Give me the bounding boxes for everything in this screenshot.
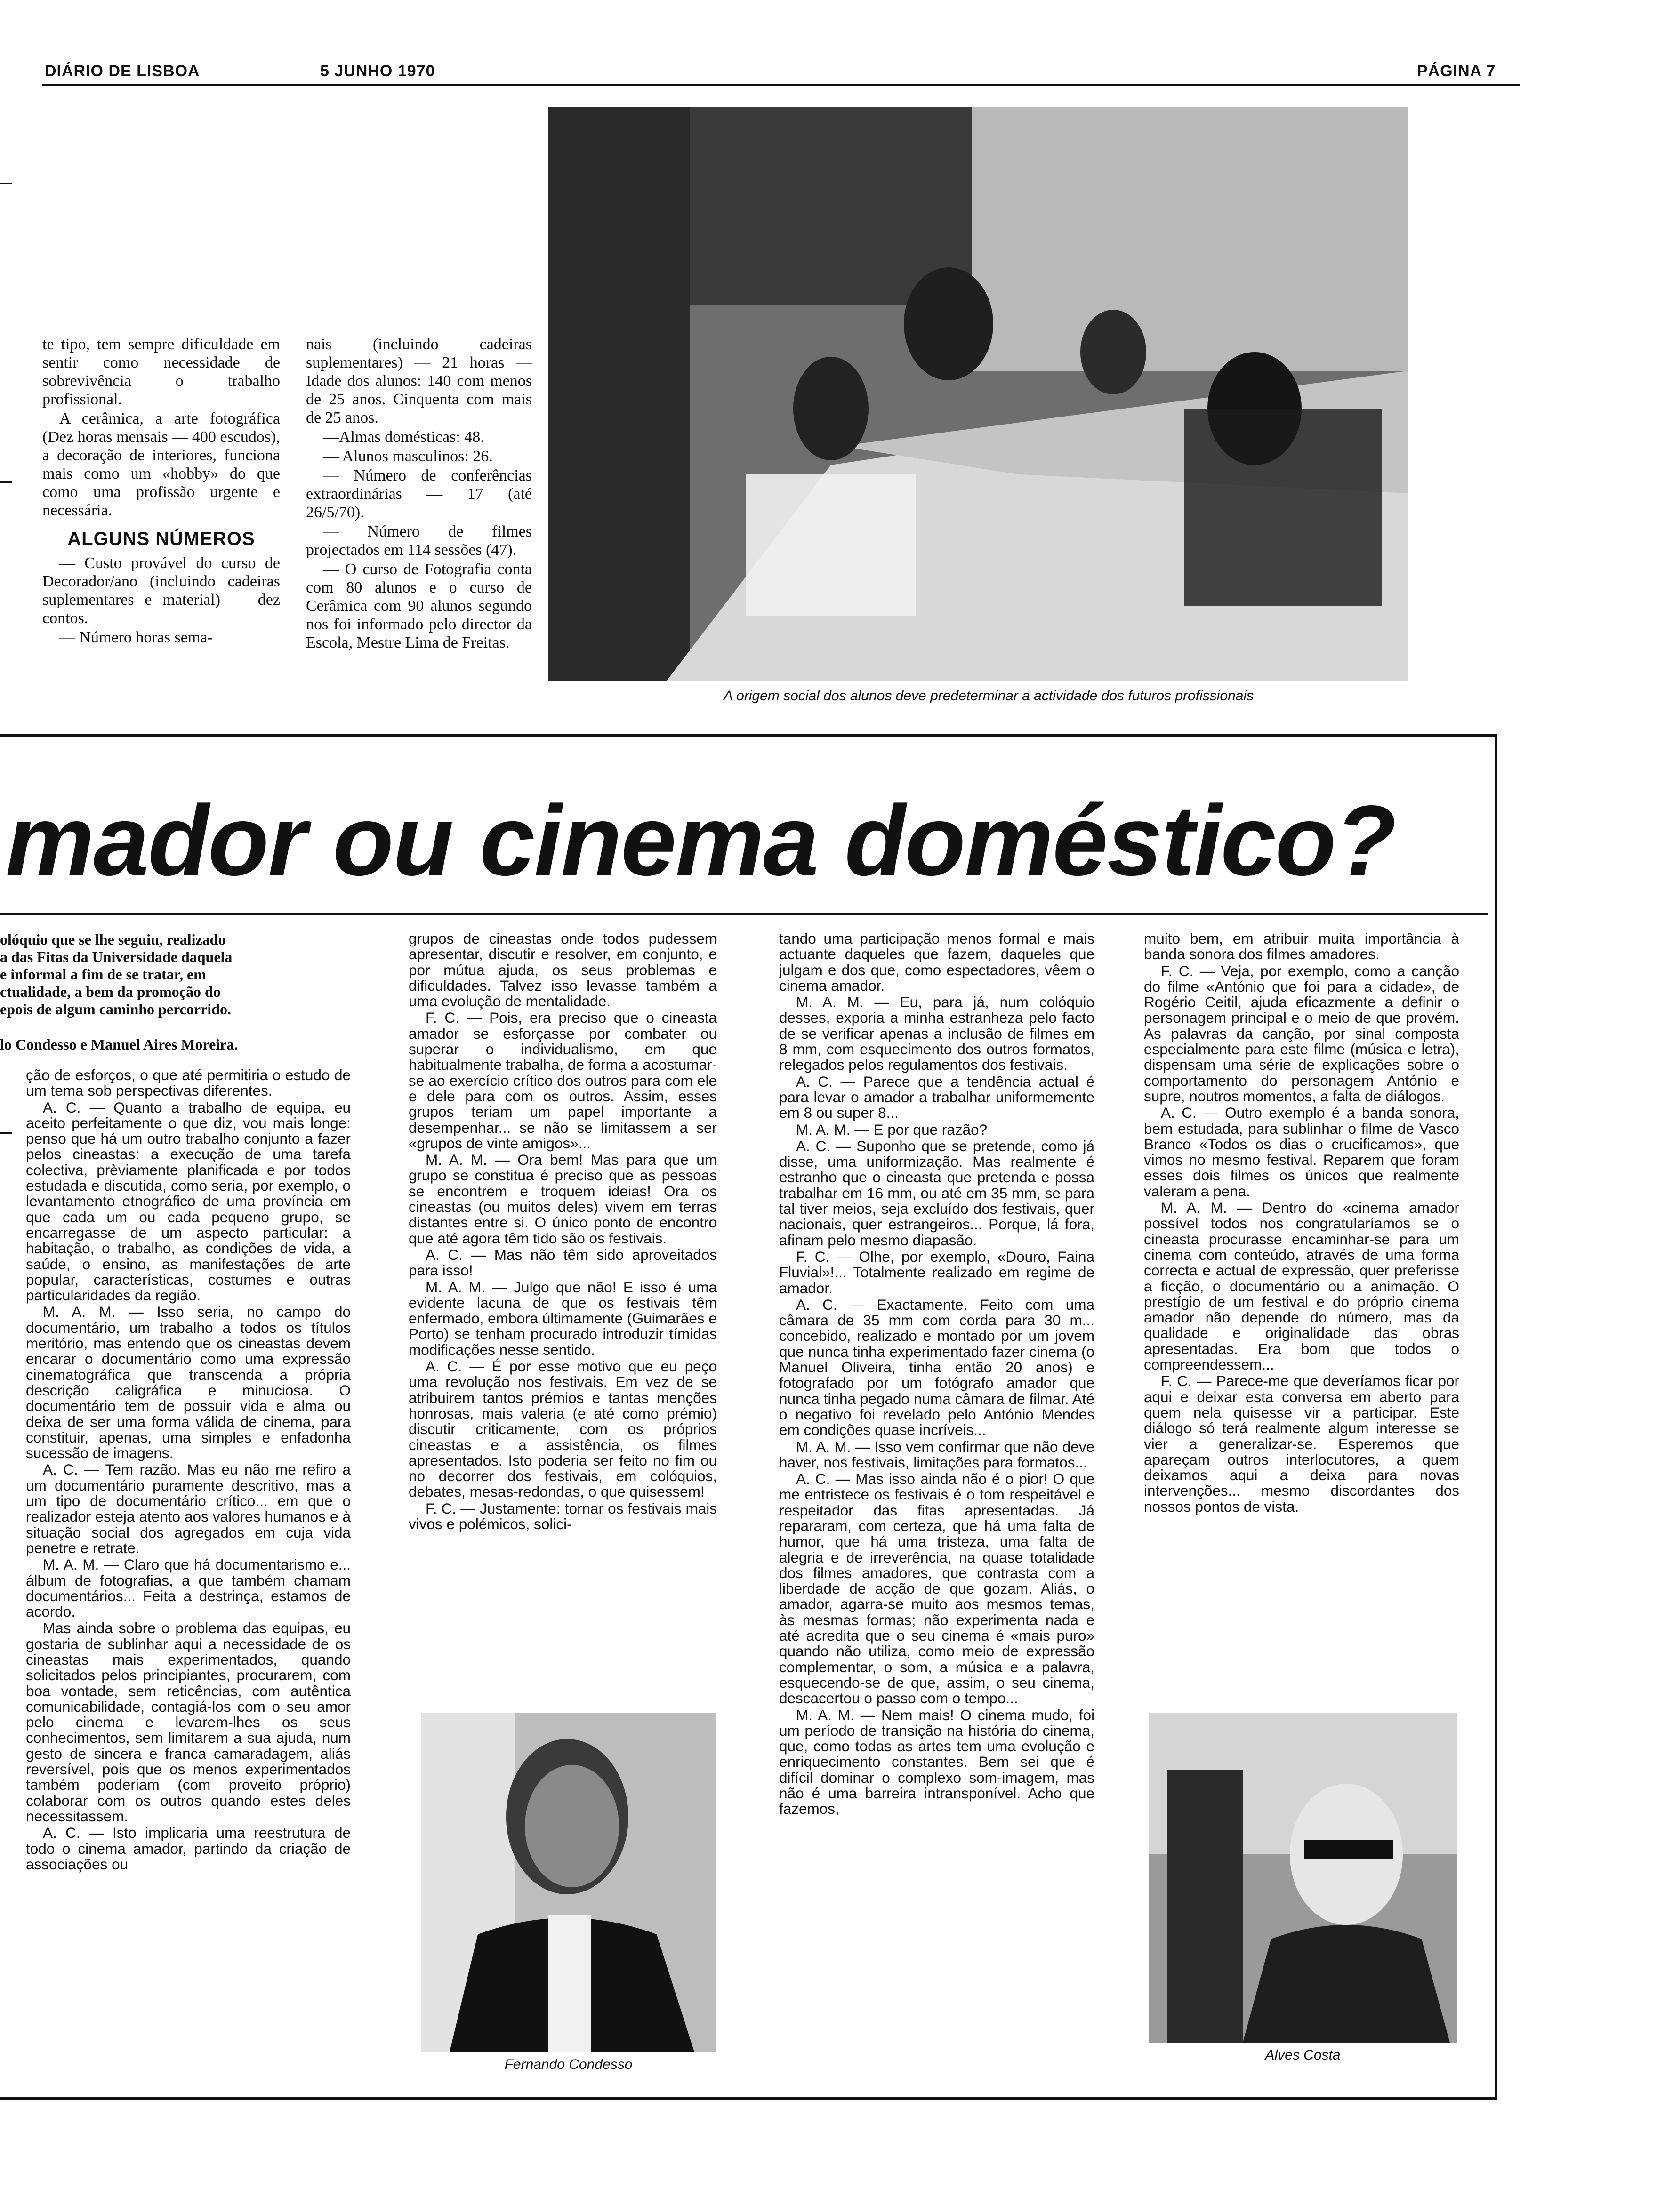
box-right-rule	[1495, 734, 1497, 2099]
intro-line: e informal a fim de se tratar, em	[0, 966, 206, 983]
paragraph: grupos de cineastas onde todos pudessem apresentar, discutir e resolver, em conjunto, e por mútua ajuda, os seus problemas e dificuldades. Talvez isso levasse também a uma evolução de mentalidade.	[409, 930, 717, 1010]
portrait-fernando-condesso	[421, 1713, 716, 2052]
intro-line: a das Fitas da Universidade daquela	[0, 948, 233, 965]
box-bottom-rule	[0, 2097, 1497, 2100]
paragraph: F. C. — Veja, por exemplo, como a canção do filme «António que foi para a cidade», de Rogério Ceitil, ajuda eficazmente a definir o personagem principal e o meio de que provém. As palavras da canção, por sinal composta especialmente para este filme (música e letra), dispensam uma série de explicações sobre o comportamento do personagem António e supre, noutros momentos, a falta de diálogos.	[1144, 962, 1459, 1105]
photo-caption: A origem social dos alunos deve predeterminar a actividade dos futuros profissionais	[723, 688, 1254, 704]
article-column-2	[409, 931, 717, 1533]
paragraph: —Almas domésticas: 48.	[323, 428, 484, 446]
paragraph: A. C. — Mas isso ainda não é o pior! O que me entristece os festivais é o tom respeitável e respeitador das fitas apresentadas. Já repararam, com certeza, que há uma falta de humor, que há uma tristeza, uma falta de alegria e de irreverência, na quase totalidade dos filmes amadores, que contrasta com a liberdade de acção de que gozam. Aliás, o amador, agarra-se muito aos mesmos temas, às mesmas formas; não experimenta nada e até acredita que o seu cinema é «mais puro» quando não utiliza, como meio de expressão complementar, o som, a música e a palavra, esquecendo-se de que, assim, o seu cinema, descacertou o passo com o tempo...	[779, 1470, 1094, 1707]
paragraph: A. C. — É por esse motivo que eu peço uma revolução nos festivais. Em vez de se atribuirem tantos prémios e tantas menções honrosas, mais valeria (e até como prémio) discutir criticamente, com os próprios cineastas e a assistência, os filmes apresentados. Isto poderia ser feito no fim ou no decorrer dos festivais, em colóquios, debates, mesas-redondas, o que quisessem!	[409, 1358, 717, 1500]
paragraph: — Número horas sema-	[59, 629, 213, 646]
paragraph: Mas ainda sobre o problema das equipas, eu gostaria de sublinhar aqui a necessidade de os cineastas mais experimentados, quando solicitados pelos principiantes, procurarem, com boa vontade, sem reticências, com autêntica comunicabilidade, contagiá-los com o seu amor pelo cinema e levarem-lhes os seus conhecimentos, sem limitarem a sua ajuda, num gesto de sincera e franca camaradagem, aliás reversível, pois que os menos experimentados também poderiam (com proveito próprio) colaborar com os outros quando estes deles necessitassem.	[26, 1619, 351, 1825]
paragraph: M. A. M. — Eu, para já, num colóquio desses, exporia a minha estranheza pelo facto de se verificar apenas a inclusão de filmes em 8 mm, com esquecimento dos outros formatos, relegados pelos regulamentos dos festivais.	[779, 994, 1094, 1074]
paragraph: — Custo provável do curso de Decorador/ano (incluindo cadeiras suplementares e material) — dez contos.	[42, 554, 280, 627]
paragraph: A. C. — Quanto a trabalho de equipa, eu aceito perfeitamente o que diz, vou mais longe: penso que há um outro trabalho conjunto a fazer pelos cineastas: a execução de uma tarefa colectiva, prèviamente planificada e por todos estudada e discutida, como seria, por exemplo, o levantamento etnográfico de uma província em que cada um ou cada pequeno grupo, se encarregasse de um aspecto particular: a habitação, o trabalho, as condições de vida, a saúde, o ensino, as manifestações de arte popular, características, costumes e outras particularidades da região.	[26, 1098, 351, 1304]
article-column-3	[779, 931, 1094, 1818]
paragraph: A. C. — Suponho que se pretende, como já disse, uma uniformização. Mas realmente é estranho que o cineasta que pretenda e possa trabalhar em 16 mm, ou até em 35 mm, se para tal tiver meios, seja excluído dos festivais, quer nacionais, quer estrangeiros... Porque, lá fora, afinam pelo mesmo diapasão.	[779, 1137, 1094, 1249]
margin-mark	[0, 1132, 12, 1134]
paragraph: te tipo, tem sempre dificuldade em sentir como necessidade de sobrevivência o trabalho profissional.	[42, 336, 280, 408]
paragraph: F. C. — Justamente: tornar os festivais mais vivos e polémicos, solici-	[409, 1499, 717, 1532]
paragraph: A. C. — Mas não têm sido aproveitados para isso!	[409, 1246, 717, 1279]
paragraph: — Alunos masculinos: 26.	[323, 448, 493, 465]
paragraph: A. C. — Outro exemplo é a banda sonora, bem estudada, para sublinhar o filme de Vasco Branco «Todos os dias o crucificamos», que vimos no mesmo festival. Reparem que foram esses dois filmes os únicos que realmente valeram a pena.	[1144, 1104, 1459, 1200]
page-number: PÁGINA 7	[1417, 62, 1496, 80]
paragraph: A. C. — Parece que a tendência actual é para levar o amador a trabalhar uniformemente em 8 ou super 8...	[779, 1073, 1094, 1122]
paragraph: — Número de filmes projectados em 114 sessões (47).	[306, 523, 532, 559]
paragraph: M. A. M. — Ora bem! Mas para que um grupo se constitua é preciso que as pessoas se encontrem e troquem ideias! Ora os cineastas (ou muitos deles) vivem em terras distantes entre si. O único ponto de encontro que até agora têm tido são os festivais.	[409, 1151, 717, 1247]
portrait-caption: Alves Costa	[1265, 2047, 1341, 2063]
intro-line: ctualidade, a bem da promoção do	[0, 983, 221, 1000]
paragraph: — Número de conferências extraordinárias — 17 (até 26/5/70).	[306, 467, 532, 521]
margin-mark	[0, 481, 12, 483]
box-top-rule	[0, 734, 1497, 737]
paragraph: nais (incluindo cadeiras suplementares) — 21 horas — Idade dos alunos: 140 com menos de 25 anos. Cinquenta com mais de 25 anos.	[306, 336, 532, 426]
paragraph: M. A. M. — Dentro do «cinema amador possível todos nos congratularíamos se o cineasta procurasse encaminhar-se para um cinema com conteúdo, através de uma forma correcta e actual de expressão, quer preferisse a ficção, o documentário ou a animação. O prestígio de um festival e do próprio cinema amador não depende do número, mas da qualidade e originalidade das obras apresentadas. Era bom que todos o compreendessem...	[1144, 1199, 1459, 1373]
classroom-photo	[548, 107, 1408, 681]
paragraph: F. C. — Parece-me que deveríamos ficar por aqui e deixar esta conversa em aberto para quem nela quisesse vir a participar. Este diálogo só terá realmente algum interesse se vier a generalizar-se. Esperemos que apareçam outros interlocutores, a quem deixamos aqui a deixa para novas intervenções... mesmo discordantes dos nossos pontos de vista.	[1144, 1372, 1459, 1515]
paragraph: ção de esforços, o que até permitiria o estudo de um tema sob perspectivas diferentes.	[26, 1066, 351, 1099]
newspaper-name: DIÁRIO DE LISBOA	[45, 62, 200, 80]
article-intro	[0, 931, 330, 1053]
intro-line: epois de algum caminho percorrido.	[0, 1001, 231, 1018]
headline: mador ou cinema doméstico?	[6, 785, 1395, 896]
paragraph: M. A. M. — Julgo que não! E isso é uma evidente lacuna de que os festivais têm enfermado, embora últimamente (Guimarães e Porto) se tenham procurado introduzir tímidas modificações nesse sentido.	[409, 1278, 717, 1358]
paragraph: A cerâmica, a arte fotográfica (Dez horas mensais — 400 escudos), a decoração de interiores, funciona mais como um «hobby» do que como uma profissão urgente e necessária.	[42, 410, 280, 519]
subheading: ALGUNS NÚMEROS	[67, 529, 255, 549]
byline: lo Condesso e Manuel Aires Moreira.	[0, 1036, 238, 1053]
margin-mark	[0, 183, 12, 184]
top-left-column	[42, 335, 280, 648]
paragraph: tando uma participação menos formal e mais actuante daqueles que fazem, daqueles que julgam e dos que, como espectadores, vêem o cinema amador.	[779, 930, 1094, 994]
portrait-caption: Fernando Condesso	[504, 2057, 633, 2072]
paragraph: M. A. M. — E por que razão?	[796, 1121, 988, 1138]
intro-line: olóquio que se lhe seguiu, realizado	[0, 931, 226, 948]
paragraph: M. A. M. — Isso seria, no campo do documentário, um trabalho a todos os títulos meritório, mas entendo que os cineastas devem encarar o documentário como uma expressão cinematográfica que transcenda a própria descrição caligráfica e minuciosa. O documentário tem de possuir vida e alma ou deixa de ser uma forma válida de cinema, para constituir, apenas, uma simples e enfadonha sucessão de imagens.	[26, 1303, 351, 1462]
paragraph: muito bem, em atribuir muita importância à banda sonora dos filmes amadores.	[1144, 930, 1459, 963]
paragraph: A. C. — Isto implicaria uma reestrutura de todo o cinema amador, partindo da criação de associações ou	[26, 1824, 351, 1873]
paragraph: M. A. M. — Nem mais! O cinema mudo, foi um período de transição na história do cinema, que, como todas as artes tem uma evolução e enriquecimento constantes. Bem sei que é difícil dominar o complexo som-imagem, mas não é uma barreira intransponível. Acho que fazemos,	[779, 1706, 1094, 1818]
paragraph: M. A. M. — Claro que há documentarismo e... álbum de fotografias, a que também chamam documentários... Feita a destrinça, estamos de acordo.	[26, 1556, 351, 1620]
portrait-alves-costa	[1149, 1713, 1457, 2043]
paragraph: F. C. — Olhe, por exemplo, «Douro, Faina Fluvial»!... Totalmente realizado em regime de amador.	[779, 1248, 1094, 1297]
paragraph: A. C. — Tem razão. Mas eu não me refiro a um documentário puramente descritivo, mas a um tipo de documentário crítico... em que o realizador esteja atento aos valores humanos e à situação social dos agregados em cuja vida penetre e retrate.	[26, 1461, 351, 1556]
paragraph: — O curso de Fotografia conta com 80 alunos e o curso de Cerâmica com 90 alunos segundo nos foi informado pelo director da Escola, Mestre Lima de Freitas.	[306, 561, 532, 651]
paragraph: A. C. — Exactamente. Feito com uma câmara de 35 mm com corda para 30 m... concebido, realizado e montado por um jovem que nunca tinha experimentado fazer cinema (o Manuel Oliveira, tinha então 20 anos) e fotografado por um fotógrafo amador que nunca tinha pegado numa câmara de filmar. Até o negativo foi revelado pelo António Mendes em condições quase incríveis...	[779, 1296, 1094, 1439]
article-column-1	[26, 1067, 351, 1873]
article-column-4	[1144, 931, 1459, 1515]
issue-date: 5 JUNHO 1970	[320, 62, 435, 80]
top-right-column	[306, 335, 532, 653]
header-rule	[42, 84, 1520, 86]
paragraph: F. C. — Pois, era preciso que o cineasta amador se esforçasse por combater ou superar o individualismo, em que habitualmente trabalha, de forma a acostumar-se ao exercício crítico dos outros para com ele e dele para com os outros. Assim, esses grupos teriam um papel importante a desempenhar... se não se limitassem a ser «grupos de vinte amigos»...	[409, 1009, 717, 1152]
headline-rule	[0, 913, 1488, 915]
paragraph: M. A. M. — Isso vem confirmar que não deve haver, nos festivais, limitações para formatos...	[779, 1438, 1094, 1471]
